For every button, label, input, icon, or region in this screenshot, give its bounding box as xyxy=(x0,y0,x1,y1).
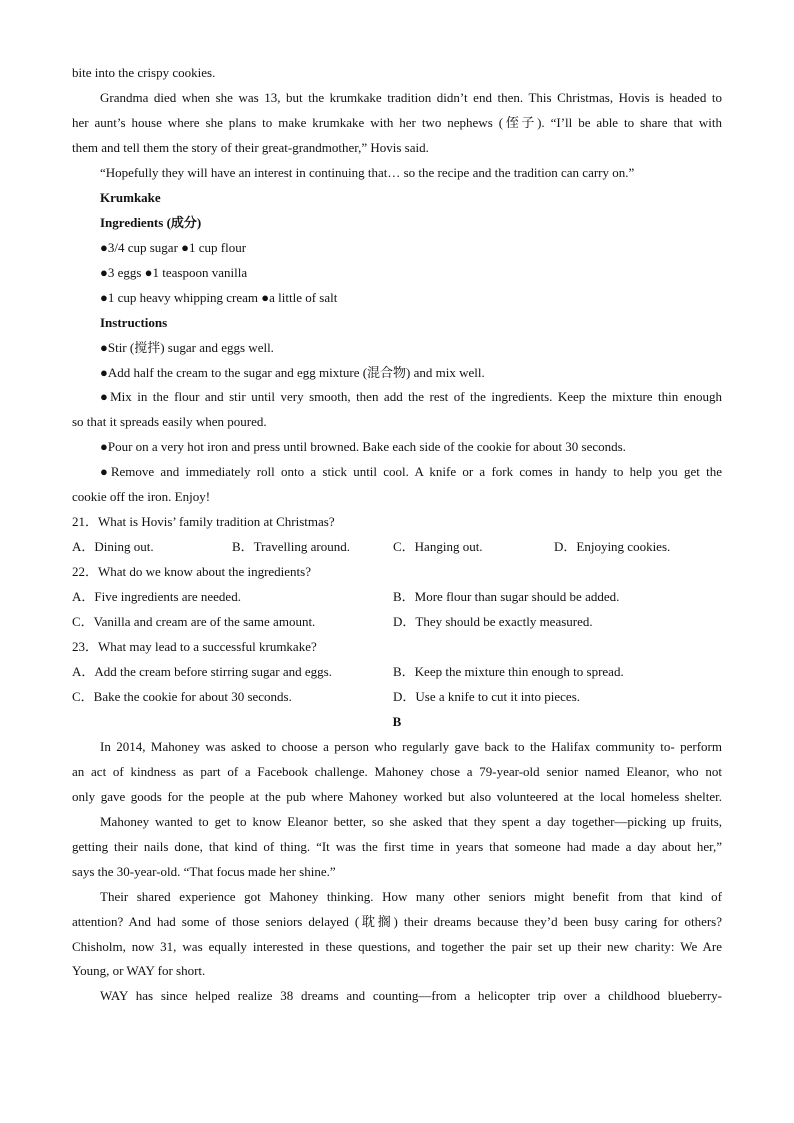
instruction-step-cont: cookie off the iron. Enjoy! xyxy=(72,489,211,504)
passage-b-line: Chisholm, now 31, was equally interested in these questions, and together the pair set up their new charity: We Are xyxy=(72,939,722,954)
q23-option-d: D．Use a knife to cut it into pieces. xyxy=(393,689,581,704)
question-21: 21．What is Hovis’ family tradition at Christmas? xyxy=(72,514,335,529)
section-b-heading: B xyxy=(392,714,402,729)
instruction-step: ●Mix in the flour and stir until very smooth, then add the rest of the ingredients. Keep the mixture thin enough xyxy=(100,389,722,404)
passage-b-line: Their shared experience got Mahoney thinking. How many other seniors might benefit from that kind of xyxy=(100,889,722,904)
instruction-step: ●Stir (搅拌) sugar and eggs well. xyxy=(100,340,274,355)
q22-option-d: D．They should be exactly measured. xyxy=(393,614,593,629)
passage-a-line: Grandma died when she was 13, but the krumkake tradition didn’t end then. This Christmas, Hovis is headed to xyxy=(100,90,722,105)
passage-b-line: Young, or WAY for short. xyxy=(72,963,206,978)
instruction-step: ●Pour on a very hot iron and press until browned. Bake each side of the cookie for about 30 seconds. xyxy=(100,439,626,454)
q21-option-a: A．Dining out. xyxy=(72,539,154,554)
q21-option-b: B．Travelling around. xyxy=(232,539,350,554)
q23-option-b: B．Keep the mixture thin enough to spread. xyxy=(393,664,624,679)
passage-a-line: her aunt’s house where she plans to make krumkake with her two nephews (侄子). “I’ll be able to share that with xyxy=(72,115,722,130)
recipe-title: Krumkake xyxy=(100,190,161,205)
passage-b-line: Mahoney wanted to get to know Eleanor better, so she asked that they spent a day together—picking up fruits, xyxy=(100,814,722,829)
passage-b-line: In 2014, Mahoney was asked to choose a person who regularly gave back to the Halifax community to- perform xyxy=(100,739,722,754)
instruction-step: ●Add half the cream to the sugar and egg mixture (混合物) and mix well. xyxy=(100,365,485,380)
question-22: 22．What do we know about the ingredients? xyxy=(72,564,311,579)
passage-b-line: only gave goods for the people at the pub where Mahoney worked but also volunteered at the local homeless shelter. xyxy=(72,789,722,804)
ingredient-line: ●3 eggs ●1 teaspoon vanilla xyxy=(100,265,248,280)
passage-b-line: getting their nails done, that kind of thing. “It was the first time in years that someone had made a day about her,” xyxy=(72,839,722,854)
passage-b-line: says the 30-year-old. “That focus made her shine.” xyxy=(72,864,336,879)
passage-a-line: “Hopefully they will have an interest in continuing that… so the recipe and the tradition can carry on.” xyxy=(100,165,635,180)
ingredient-line: ●1 cup heavy whipping cream ●a little of salt xyxy=(100,290,338,305)
question-23: 23．What may lead to a successful krumkake? xyxy=(72,639,317,654)
q23-option-a: A．Add the cream before stirring sugar and eggs. xyxy=(72,664,332,679)
instructions-heading: Instructions xyxy=(100,315,168,330)
q21-option-c: C．Hanging out. xyxy=(393,539,483,554)
passage-b-line: an act of kindness as part of a Facebook challenge. Mahoney chose a 79-year-old senior named Eleanor, who not xyxy=(72,764,722,779)
q23-option-c: C．Bake the cookie for about 30 seconds. xyxy=(72,689,292,704)
instruction-step-cont: so that it spreads easily when poured. xyxy=(72,414,267,429)
passage-b-line: attention? And had some of those seniors delayed (耽搁) their dreams because they’d been busy caring for others? xyxy=(72,914,722,929)
ingredients-heading: Ingredients (成分) xyxy=(100,215,202,230)
passage-a-line: them and tell them the story of their great-grandmother,” Hovis said. xyxy=(72,140,429,155)
q21-option-d: D．Enjoying cookies. xyxy=(554,539,671,554)
passage-a-line: bite into the crispy cookies. xyxy=(72,65,216,80)
q22-option-b: B．More flour than sugar should be added. xyxy=(393,589,620,604)
passage-b-line: WAY has since helped realize 38 dreams and counting—from a helicopter trip over a childhood blueberry- xyxy=(100,988,722,1003)
ingredient-line: ●3/4 cup sugar ●1 cup flour xyxy=(100,240,247,255)
q22-option-c: C．Vanilla and cream are of the same amount. xyxy=(72,614,316,629)
q22-option-a: A．Five ingredients are needed. xyxy=(72,589,241,604)
instruction-step: ●Remove and immediately roll onto a stick until cool. A knife or a fork comes in handy to help you get the xyxy=(100,464,722,479)
